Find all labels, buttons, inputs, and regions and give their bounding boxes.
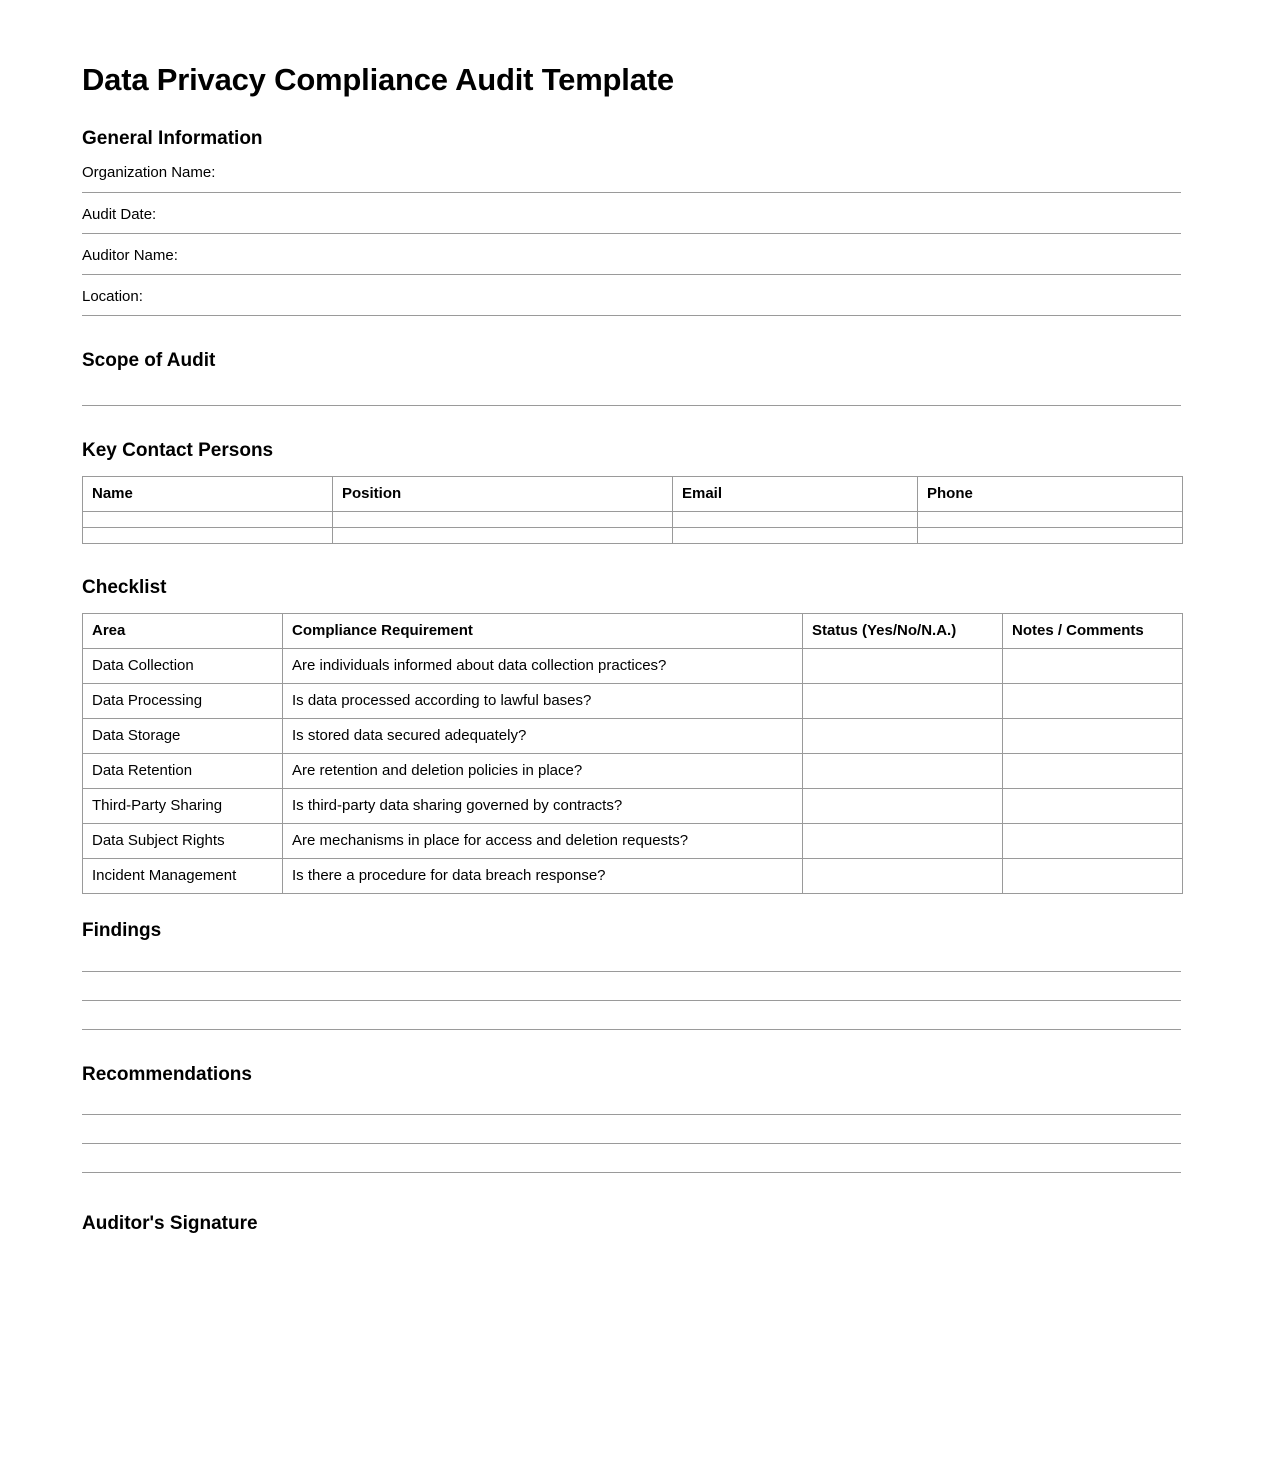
section-heading-general-information: General Information (82, 127, 263, 149)
section-heading-scope-of-audit: Scope of Audit (82, 350, 216, 372)
checklist-table (82, 613, 1183, 894)
table-row (83, 753, 1183, 788)
spacer (82, 894, 1181, 920)
cell-phone[interactable] (918, 512, 1183, 528)
blank-line[interactable] (82, 405, 1181, 406)
auditor-signature-block (82, 1213, 1181, 1236)
cell-area: Incident Management (83, 858, 283, 893)
cell-phone[interactable] (918, 528, 1183, 544)
blank-line[interactable] (82, 1114, 1181, 1115)
column-header-email: Email (673, 477, 918, 512)
cell-status[interactable] (803, 683, 1003, 718)
blank-line[interactable] (82, 971, 1181, 972)
cell-requirement: Is stored data secured adequately? (283, 718, 803, 753)
cell-notes[interactable] (1003, 788, 1183, 823)
blank-line[interactable] (82, 1143, 1181, 1144)
cell-requirement: Are individuals informed about data collection practices? (283, 648, 803, 683)
field-location[interactable]: Location: (82, 287, 1181, 316)
table-row (83, 528, 1183, 544)
spacer (82, 544, 1181, 577)
cell-position[interactable] (333, 512, 673, 528)
cell-notes[interactable] (1003, 858, 1183, 893)
cell-notes[interactable] (1003, 753, 1183, 788)
cell-area: Third-Party Sharing (83, 788, 283, 823)
table-header-row (83, 477, 1183, 512)
cell-area: Data Retention (83, 753, 283, 788)
blank-line[interactable] (82, 1172, 1181, 1173)
cell-notes[interactable] (1003, 683, 1183, 718)
cell-name[interactable] (83, 512, 333, 528)
cell-email[interactable] (673, 512, 918, 528)
cell-status[interactable] (803, 648, 1003, 683)
cell-area: Data Collection (83, 648, 283, 683)
column-header-notes: Notes / Comments (1003, 613, 1183, 648)
field-auditor-name[interactable]: Auditor Name: (82, 246, 1181, 275)
column-header-status: Status (Yes/No/N.A.) (803, 613, 1003, 648)
general-information-fields (82, 163, 1181, 316)
column-header-area: Area (83, 613, 283, 648)
section-heading-key-contact-persons: Key Contact Persons (82, 440, 274, 462)
cell-status[interactable] (803, 788, 1003, 823)
cell-status[interactable] (803, 718, 1003, 753)
cell-requirement: Is there a procedure for data breach response? (283, 858, 803, 893)
section-heading-auditor-signature: Auditor's Signature (82, 1213, 258, 1235)
column-header-compliance-requirement: Compliance Requirement (283, 613, 803, 648)
table-row (83, 718, 1183, 753)
cell-requirement: Are mechanisms in place for access and deletion requests? (283, 823, 803, 858)
key-contact-persons-table (82, 476, 1183, 544)
cell-notes[interactable] (1003, 718, 1183, 753)
blank-line[interactable] (82, 1000, 1181, 1001)
findings-lines (82, 971, 1181, 1030)
cell-status[interactable] (803, 753, 1003, 788)
section-heading-recommendations: Recommendations (82, 1063, 252, 1085)
table-row (83, 683, 1183, 718)
blank-line[interactable] (82, 1029, 1181, 1030)
cell-requirement: Are retention and deletion policies in place? (283, 753, 803, 788)
cell-area: Data Subject Rights (83, 823, 283, 858)
cell-status[interactable] (803, 858, 1003, 893)
recommendations-lines (82, 1114, 1181, 1173)
page-title: Data Privacy Compliance Audit Template (82, 62, 674, 97)
key-contact-persons-table-wrap (82, 476, 1181, 544)
table-row (83, 512, 1183, 528)
table-row (83, 858, 1183, 893)
cell-position[interactable] (333, 528, 673, 544)
checklist-table-wrap (82, 613, 1181, 894)
table-header-row (83, 613, 1183, 648)
cell-requirement: Is data processed according to lawful bases? (283, 683, 803, 718)
cell-status[interactable] (803, 823, 1003, 858)
scope-of-audit-lines (82, 405, 1181, 406)
section-heading-findings: Findings (82, 919, 162, 941)
field-audit-date[interactable]: Audit Date: (82, 205, 1181, 234)
cell-requirement: Is third-party data sharing governed by contracts? (283, 788, 803, 823)
cell-notes[interactable] (1003, 648, 1183, 683)
cell-notes[interactable] (1003, 823, 1183, 858)
column-header-name: Name (83, 477, 333, 512)
table-row (83, 648, 1183, 683)
table-row (83, 823, 1183, 858)
cell-area: Data Storage (83, 718, 283, 753)
cell-area: Data Processing (83, 683, 283, 718)
column-header-phone: Phone (918, 477, 1183, 512)
table-row (83, 788, 1183, 823)
cell-email[interactable] (673, 528, 918, 544)
field-organization-name[interactable]: Organization Name: (82, 163, 1181, 192)
column-header-position: Position (333, 477, 673, 512)
section-heading-checklist: Checklist (82, 577, 167, 599)
cell-name[interactable] (83, 528, 333, 544)
